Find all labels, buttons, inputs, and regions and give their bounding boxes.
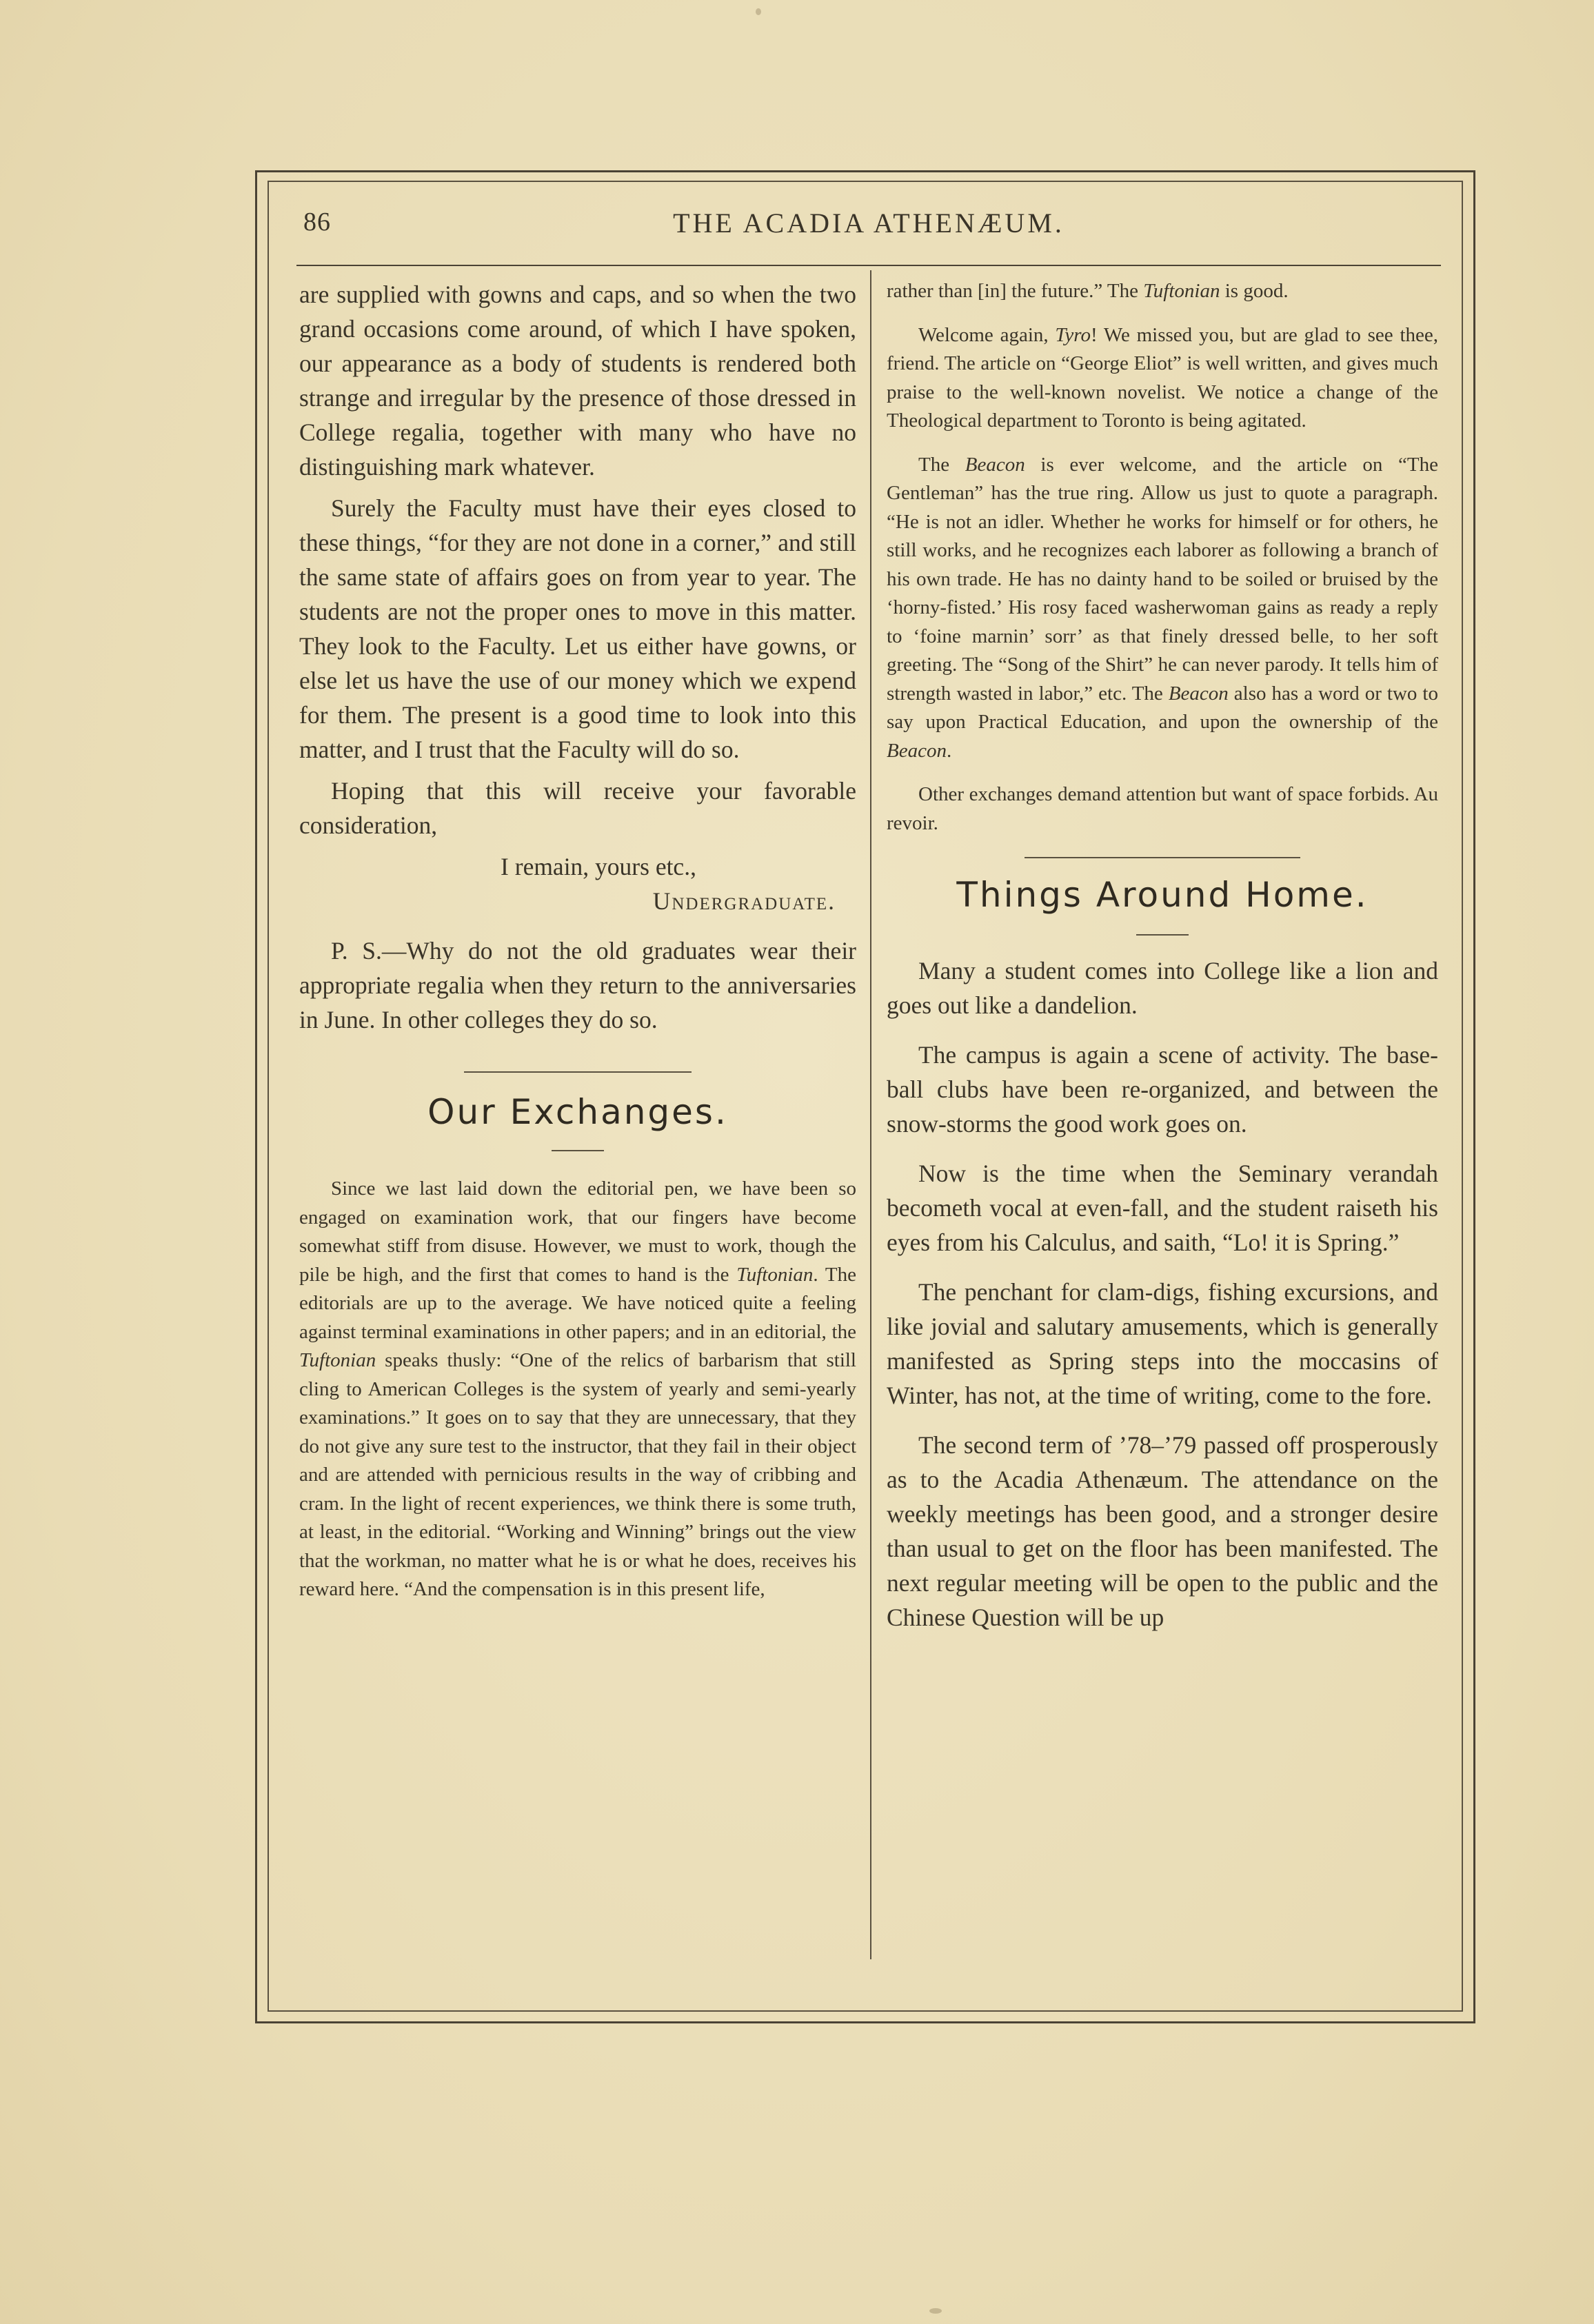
publication-name: Beacon: [965, 453, 1025, 476]
home-item: The campus is again a scene of activity. The base-ball clubs have been re-organized, and between the snow-storms the good work goes on.: [887, 1041, 1438, 1138]
title-underline: [552, 1150, 604, 1151]
section-divider: [1025, 857, 1300, 858]
text-run: speaks thusly: “One of the relics of barbarism that still cling to American Colleges is the system of yearly and semi-yearly examinations.” It goes on to say that they are unnecessary, that they do not give any sure test to the instructor, that they fail in their object and are attended with pernicious results in the way of cribbing and cram. In the light of recent experiences, we think there is some truth, at least, in the editorial. “Working and Winning” brings out the view that the workman, no matter what he is or what he does, receives his reward here. “And the compensation is in this present life,: [299, 1349, 856, 1600]
text-run: . The editorials are up to the average. We have noticed quite a feeling against terminal examinations in other papers; and in an editorial, the: [299, 1263, 857, 1343]
text-run: is ever welcome, and the article on “The Gentleman” has the true ring. Allow us just to quote a paragraph. “He is not an idler. Whether he works for himself or for others, he still works, and he recognizes each laborer as following a branch of his own trade. He has no dainty hand to be soiled or bruised by the ‘horny-fisted.’ His rosy faced washerwoman gains as ready a reply to ‘foine marnin’ sorr’ as that finely dressed belle, to her soft greeting. The “Song of the Shirt” he can never parody. It tells him of strength wasted in labor,” etc. The: [887, 453, 1438, 705]
page-header: [296, 207, 1441, 241]
letter-paragraph: Hoping that this will receive your favorable consideration,: [299, 777, 856, 839]
home-item: The penchant for clam-digs, fishing excursions, and like jovial and salutary amusements, which is generally manifested as Spring steps into the moccasins of Winter, has not, at the time of writing, come to the fore.: [887, 1278, 1438, 1409]
page-number: 86: [303, 208, 331, 236]
exchanges-paragraph: [887, 277, 1438, 306]
text-run: rather than [in] the future.” The: [887, 280, 1144, 302]
exchanges-paragraph: [887, 451, 1438, 766]
exchanges-paragraph: Other exchanges demand attention but want of space forbids. Au revoir.: [887, 783, 1438, 834]
right-column: [887, 277, 1438, 1635]
section-divider: [464, 1071, 692, 1073]
text-run: also has a word or two to say upon Practical Education, and upon the ownership of the: [887, 682, 1438, 733]
postscript: P. S.—Why do not the old graduates wear their appropriate regalia when they return to the anniversaries in June. In other colleges they do so.: [299, 937, 856, 1033]
text-run: .: [946, 739, 952, 762]
home-item: Many a student comes into College like a lion and goes out like a dandelion.: [887, 957, 1438, 1019]
publication-name: Tyro: [1055, 323, 1091, 346]
text-run: ! We missed you, but are glad to see thee, friend. The article on “George Eliot” is well written, and gives much praise to the well-known novelist. We notice a change of the Theological department to Toronto is being agitated.: [887, 323, 1438, 432]
publication-name: Tuftonian: [736, 1263, 814, 1286]
letter-signature: Undergraduate.: [652, 887, 836, 915]
text-run: Welcome again,: [918, 323, 1056, 346]
running-title: THE ACADIA ATHENÆUM.: [673, 208, 1065, 239]
left-column: [299, 277, 856, 1604]
home-item: Now is the time when the Seminary verandah becometh vocal at even-fall, and the student raiseth his eyes from his Calculus, and saith, “Lo! it is Spring.”: [887, 1160, 1438, 1256]
letter-paragraph: Surely the Faculty must have their eyes closed to these things, “for they are not done in a corner,” and still the same state of affairs goes on from year to year. The students are not the proper ones to move in this matter. They look to the Faculty. Let us either have gowns, or else let us have the use of our money which we expend for them. The present is a good time to look into this matter, and I trust that the Faculty will do so.: [299, 494, 856, 763]
publication-name: Tuftonian: [299, 1349, 376, 1371]
title-underline: [1136, 934, 1189, 936]
home-item: The second term of ’78–’79 passed off prosperously as to the Acadia Athenæum. The attendance on the weekly meetings has been good, and a stronger desire than usual to get on the floor has been manifested. The next regular meeting will be open to the public and the Chinese Question will be up: [887, 1431, 1438, 1631]
text-run: Since we last laid down the editorial pen, we have been so engaged on examination work, that our fingers have become somewhat stiff from disuse. However, we must to work, though the pile be high, and the first that comes to hand is the: [299, 1178, 856, 1286]
letter-closing: I remain, yours etc.,: [501, 853, 696, 880]
column-divider: [870, 270, 871, 1959]
exchanges-paragraph: [887, 321, 1438, 436]
section-title-exchanges: Our Exchanges.: [427, 1092, 728, 1132]
letter-paragraph: are supplied with gowns and caps, and so when the two grand occasions come around, of which I have spoken, our appearance as a body of students is rendered both strange and irregular by the presence of those dressed in College regalia, together with many who have no distinguishing mark whatever.: [299, 281, 856, 481]
text-run: is good.: [1220, 280, 1289, 302]
paper-blemish: [929, 2308, 942, 2314]
header-rule: [296, 265, 1441, 266]
publication-name: Beacon: [1168, 682, 1229, 705]
section-title-around-home: Things Around Home.: [956, 875, 1369, 915]
text-run: The: [918, 453, 965, 476]
exchanges-paragraph: [299, 1175, 856, 1604]
paper-blemish: [756, 8, 761, 15]
publication-name: Tuftonian: [1143, 280, 1220, 302]
publication-name: Beacon: [887, 739, 947, 762]
